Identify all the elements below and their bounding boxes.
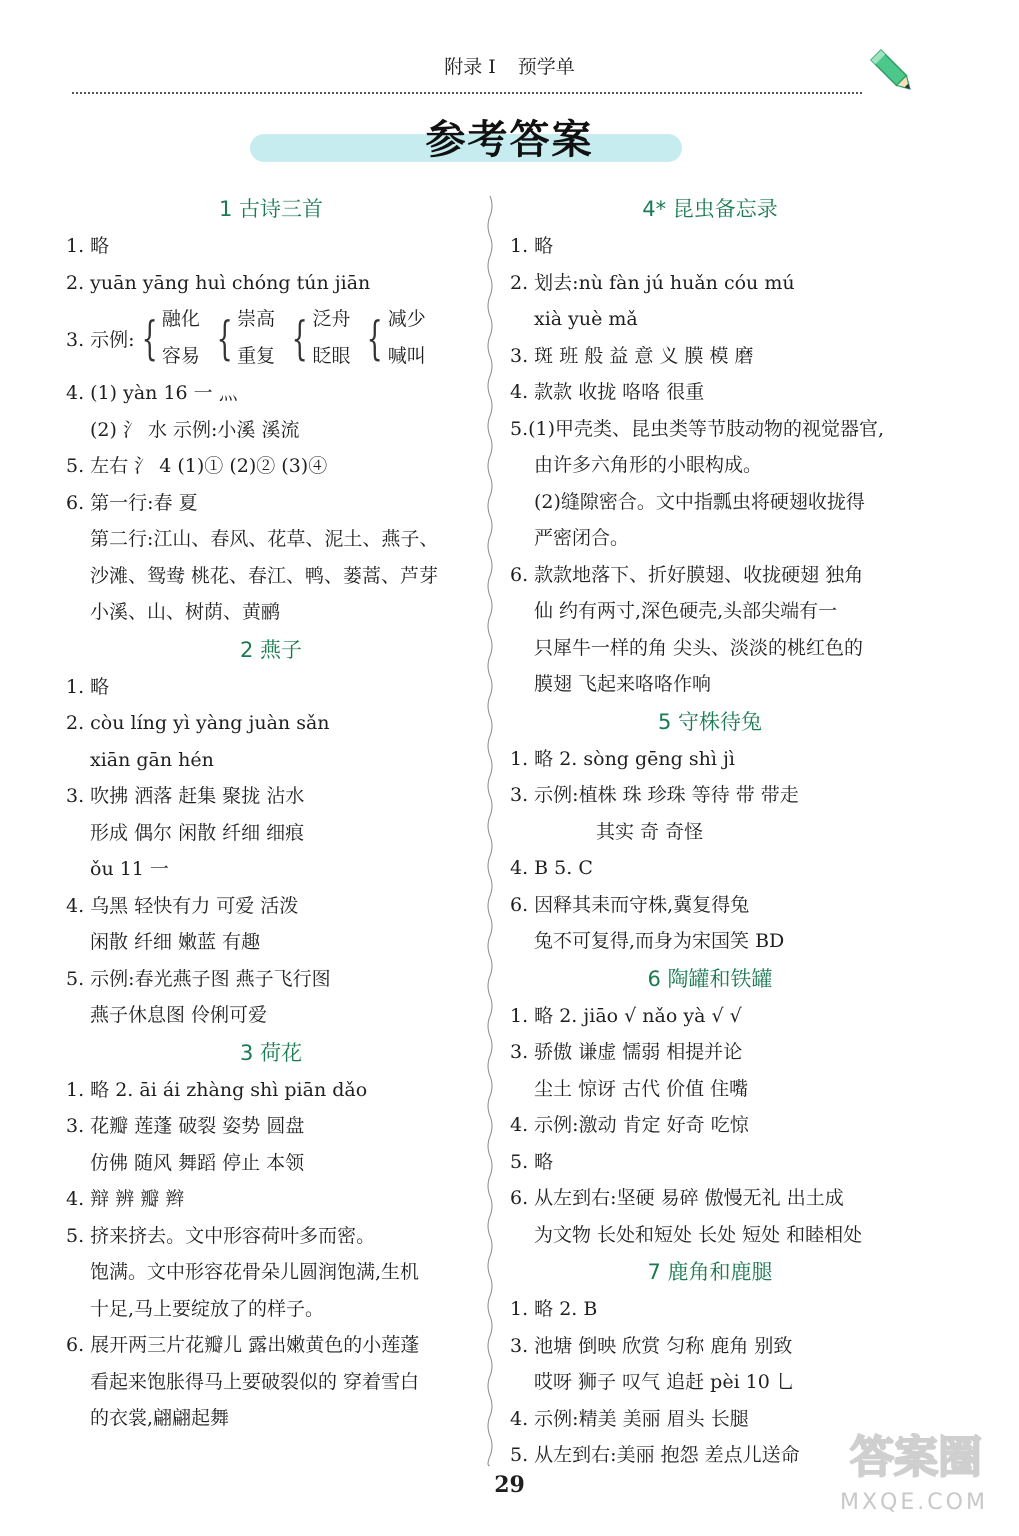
answer-line: 1. 略 2. āi ái zhàng shì piān dǎo <box>66 1078 368 1101</box>
brace-glyph: { <box>141 311 158 365</box>
svg-text:答案圈: 答案圈 <box>850 1432 982 1483</box>
answer-line: 5. 左右 氵 4 (1)① (2)② (3)④ <box>66 455 328 477</box>
answer-line: 第二行:江山、春风、花草、泥土、燕子、 <box>90 528 439 550</box>
answer-line: 4. 乌黑 轻快有力 可爱 活泼 <box>66 894 299 917</box>
answer-line: 2. còu líng yì yàng juàn sǎn <box>66 712 330 734</box>
answer-line: 1. 略 2. B <box>510 1298 598 1320</box>
answer-line: 由许多六角形的小眼构成。 <box>534 454 763 476</box>
left-column <box>66 190 476 1437</box>
answer-line: 6. 从左到右:坚硬 易碎 傲慢无礼 出土成 <box>510 1187 844 1209</box>
answer-line: 5. 从左到右:美丽 抱怨 差点儿送命 <box>510 1444 800 1466</box>
header-divider <box>72 92 862 94</box>
running-header <box>0 52 1019 79</box>
pair-word: 崇高 <box>237 308 276 330</box>
watermark-text: MXQE.COM <box>840 1490 988 1515</box>
section-label: 预学单 <box>517 56 575 78</box>
section-heading: 4* 昆虫备忘录 <box>642 197 778 221</box>
section-6 <box>510 960 910 1254</box>
pencil-icon <box>868 44 918 100</box>
answer-line: ǒu 11 一 <box>90 858 169 880</box>
pair-word: 泛舟 <box>312 308 351 330</box>
word-pair <box>285 301 350 375</box>
section-heading: 3 荷花 <box>239 1040 303 1065</box>
pair-word: 减少 <box>387 308 426 330</box>
answer-line: 5. 示例:春光燕子图 燕子飞行图 <box>66 967 331 990</box>
answer-line: 的衣裳,翩翩起舞 <box>90 1407 230 1429</box>
answer-line: 膜翅 飞起来咯咯作响 <box>534 673 712 695</box>
word-pair <box>210 301 275 375</box>
answer-line: 1. 略 <box>66 235 110 257</box>
answer-line: 4. 示例:激动 肯定 好奇 吃惊 <box>510 1114 749 1136</box>
word-pair <box>360 301 425 375</box>
answer-line: 2. yuān yāng huì chóng tún jiān <box>66 271 371 294</box>
section-2 <box>66 631 476 1034</box>
answer-line: 4. (1) yàn 16 一 灬 <box>66 382 238 404</box>
word-pair <box>135 301 200 375</box>
answer-line: 3. 吹拂 洒落 赶集 聚拢 沾水 <box>66 785 305 807</box>
answer-line: 3. 示例:植株 珠 珍珠 等待 带 带走 <box>510 784 799 806</box>
answer-line: 看起来饱胀得马上要破裂似的 穿着雪白 <box>90 1370 420 1393</box>
answer-line: 燕子休息图 伶俐可爱 <box>90 1004 268 1026</box>
page-number: 29 <box>494 1472 525 1498</box>
appendix-label: 附录 I <box>444 56 496 78</box>
answer-line: 其实 奇 奇怪 <box>596 820 704 843</box>
answer-line: 仙 约有两寸,深色硬壳,头部尖端有一 <box>534 600 838 622</box>
answer-line: 1. 略 <box>510 235 554 257</box>
pair-word: 容易 <box>161 345 200 367</box>
section-heading: 6 陶罐和铁罐 <box>647 966 773 991</box>
answer-line: 6. 第一行:春 夏 <box>66 491 198 514</box>
section-heading: 7 鹿角和鹿腿 <box>647 1260 773 1284</box>
answer-line: (2) 氵 水 示例:小溪 溪流 <box>90 418 300 441</box>
answer-line: 为文物 长处和短处 长处 短处 和睦相处 <box>534 1223 863 1246</box>
pair-word: 融化 <box>161 308 200 330</box>
section-5 <box>510 703 910 960</box>
pair-word: 重复 <box>237 345 276 367</box>
brace-glyph: { <box>367 311 384 365</box>
answer-line: xià yuè mǎ <box>534 308 638 330</box>
answer-line: xiān gān hén <box>90 748 214 771</box>
answer-line: 4. 辩 辨 瓣 辫 <box>66 1188 185 1210</box>
answer-line: 5. 略 <box>510 1150 554 1173</box>
answer-prefix: 3. 示例: <box>66 328 135 351</box>
section-1 <box>66 190 476 631</box>
pair-word: 眨眼 <box>312 345 351 367</box>
answer-line: 2. 划去:nù fàn jú huǎn cóu mú <box>510 271 795 294</box>
answer-line: 仿佛 随风 舞蹈 停止 本领 <box>90 1151 305 1174</box>
answer-line: 小溪、山、树荫、黄鹂 <box>90 601 281 623</box>
section-heading: 2 燕子 <box>239 637 303 662</box>
answer-line: 6. 款款地落下、折好膜翅、收拢硬翅 独角 <box>510 563 864 586</box>
answer-line: 4. 款款 收拢 咯咯 很重 <box>510 381 705 403</box>
brace-answer-row <box>66 301 476 375</box>
answer-line: 十足,马上要绽放了的样子。 <box>90 1297 325 1320</box>
brace-glyph: { <box>216 311 233 365</box>
answer-line: 1. 略 2. jiāo √ nǎo yà √ √ <box>510 1004 742 1027</box>
column-divider <box>486 196 494 1466</box>
section-4 <box>510 190 910 703</box>
answer-line: 只犀牛一样的角 尖头、淡淡的桃红色的 <box>534 636 864 659</box>
answer-line: 形成 偶尔 闲散 纤细 细痕 <box>90 821 305 844</box>
answer-line: 4. 示例:精美 美丽 眉头 长腿 <box>510 1407 749 1430</box>
answer-line: 4. B 5. C <box>510 857 593 879</box>
answer-line: 5.(1)甲壳类、昆虫类等节肢动物的视觉器官, <box>510 417 885 440</box>
answer-line: 兔不可复得,而身为宋国笑 BD <box>534 930 785 952</box>
answer-line: 5. 挤来挤去。文中形容荷叶多而密。 <box>66 1224 376 1247</box>
answer-line: 6. 因释其耒而守株,冀复得兔 <box>510 893 750 916</box>
section-3 <box>66 1034 476 1437</box>
answer-line: 1. 略 <box>66 675 110 698</box>
answer-line: 3. 骄傲 谦虚 懦弱 相提并论 <box>510 1041 743 1063</box>
answer-line: 尘土 惊讶 古代 价值 住嘴 <box>534 1077 749 1100</box>
answer-line: 1. 略 2. sòng gēng shì jì <box>510 747 735 770</box>
answer-line: 严密闭合。 <box>534 527 630 549</box>
page-title: 参考答案 <box>425 117 594 163</box>
answer-line: 哎呀 狮子 叹气 追赶 pèi 10 乚 <box>534 1371 795 1393</box>
watermark-logo <box>840 1420 1010 1490</box>
answer-line: 闲散 纤细 嫩蓝 有趣 <box>90 931 261 953</box>
answer-line: 3. 花瓣 莲蓬 破裂 姿势 圆盘 <box>66 1115 305 1137</box>
answer-line: 3. 池塘 倒映 欣赏 匀称 鹿角 别致 <box>510 1334 793 1357</box>
section-heading: 1 古诗三首 <box>218 197 324 221</box>
right-column <box>510 190 910 1474</box>
answer-line: 3. 斑 班 般 益 意 义 膜 模 磨 <box>510 344 754 367</box>
pair-word: 喊叫 <box>387 345 426 367</box>
brace-glyph: { <box>291 311 308 365</box>
section-heading: 5 守株待兔 <box>657 709 763 734</box>
answer-line: 6. 展开两三片花瓣儿 露出嫩黄色的小莲蓬 <box>66 1334 420 1356</box>
answer-line: 饱满。文中形容花骨朵儿圆润饱满,生机 <box>90 1261 420 1283</box>
answer-line: (2)缝隙密合。文中指瓢虫将硬翅收拢得 <box>534 490 865 513</box>
answer-line: 沙滩、鸳鸯 桃花、春江、鸭、蒌蒿、芦芽 <box>90 564 439 587</box>
